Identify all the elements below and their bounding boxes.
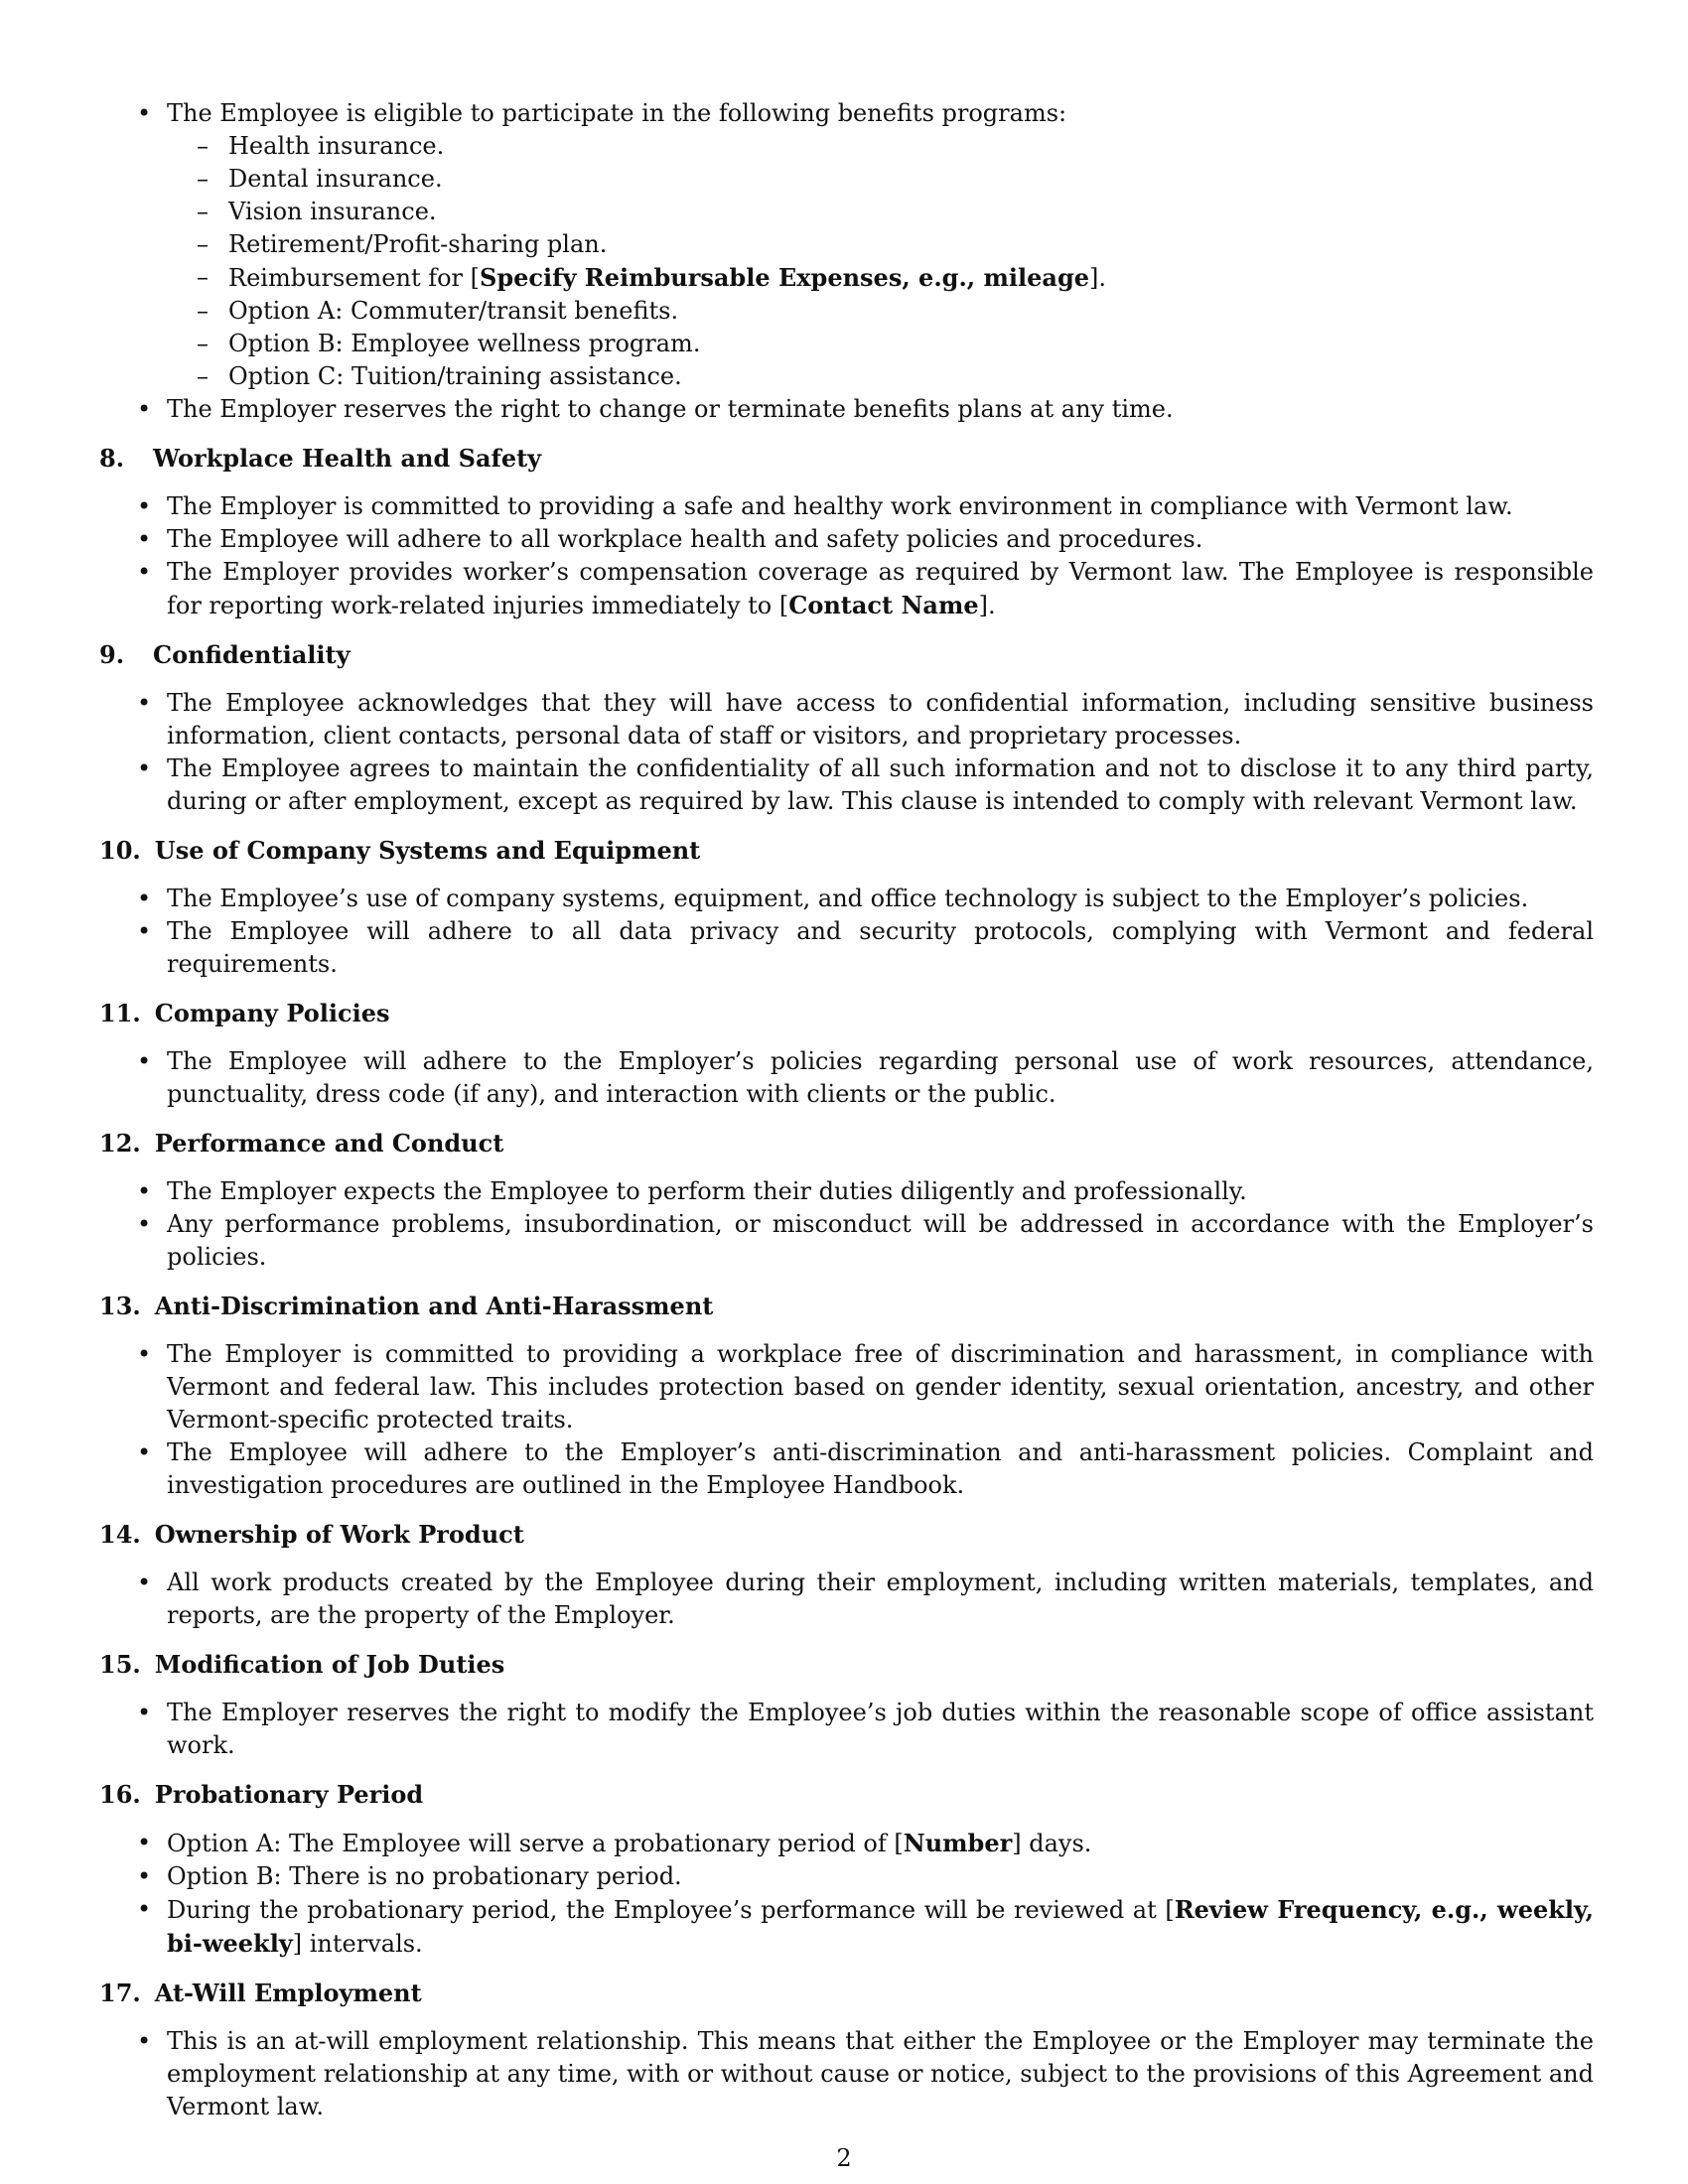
placeholder-field: Number bbox=[903, 1829, 1013, 1857]
section-bullet: • The Employer reserves the right to modify the Employee’s job duties within the reasonable scope of office assistant work. bbox=[99, 1697, 1594, 1762]
section-heading: 13. Anti-Discrimination and Anti-Harassment bbox=[99, 1292, 714, 1320]
section-bullet: • The Employer is committed to providing a workplace free of discrimination and harassment, in compliance with Vermont and federal law. This includes protection based on gender identity, sexual orientation, ancestry, and other Vermont-specific protected traits. bbox=[99, 1338, 1594, 1436]
placeholder-field: Specify Reimbursable Expenses, e.g., mileage bbox=[480, 263, 1090, 292]
section-9 bbox=[99, 638, 1594, 818]
section-heading: 10. Use of Company Systems and Equipment bbox=[99, 836, 701, 865]
benefits-change-clause: • The Employer reserves the right to change or terminate benefits plans at any time. bbox=[99, 393, 1594, 426]
section-bullet: • Option B: There is no probationary period. bbox=[99, 1860, 1594, 1893]
benefit-item: – Vision insurance. bbox=[99, 196, 1594, 228]
section-bullet: • The Employer is committed to providing a safe and healthy work environment in compliance with Vermont law. bbox=[99, 490, 1594, 523]
placeholder-field: Contact Name bbox=[788, 591, 979, 619]
section-17 bbox=[99, 1977, 1594, 2123]
section-10 bbox=[99, 834, 1594, 981]
section-heading: 12. Performance and Conduct bbox=[99, 1129, 504, 1158]
section-14 bbox=[99, 1518, 1594, 1632]
section-heading: 11. Company Policies bbox=[99, 999, 390, 1027]
benefit-option: – Option B: Employee wellness program. bbox=[99, 328, 1594, 360]
section-heading: 8. Workplace Health and Safety bbox=[99, 444, 542, 473]
section-8 bbox=[99, 442, 1594, 622]
benefits-intro: • The Employee is eligible to participate in the following benefits programs: bbox=[99, 97, 1594, 130]
section-bullet: • The Employee will adhere to the Employer’s anti-discrimination and anti-harassment policies. Complaint and investigation procedures are outlined in the Employee Handbook. bbox=[99, 1436, 1594, 1502]
benefit-option: – Option C: Tuition/training assistance. bbox=[99, 360, 1594, 393]
section-bullet: • The Employee’s use of company systems, equipment, and office technology is subject to the Employer’s policies. bbox=[99, 883, 1594, 915]
benefit-item: – Dental insurance. bbox=[99, 163, 1594, 196]
section-bullet: • The Employee will adhere to all workplace health and safety policies and procedures. bbox=[99, 523, 1594, 556]
section-bullet: • All work products created by the Employee during their employment, including written materials, templates, and reports, are the property of the Employer. bbox=[99, 1567, 1594, 1632]
section-bullet: • Any performance problems, insubordination, or misconduct will be addressed in accordance with the Employer’s policies. bbox=[99, 1208, 1594, 1274]
section-bullet: • The Employer expects the Employee to perform their duties diligently and professionally. bbox=[99, 1175, 1594, 1208]
section-heading: 16. Probationary Period bbox=[99, 1780, 424, 1809]
section-bullet: • The Employee agrees to maintain the confidentiality of all such information and not to disclose it to any third party, during or after employment, except as required by law. This clause is intended to comply with relevant Vermont law. bbox=[99, 752, 1594, 818]
benefit-item: – Retirement/Profit-sharing plan. bbox=[99, 228, 1594, 261]
section-heading: 14. Ownership of Work Product bbox=[99, 1520, 524, 1549]
section-12 bbox=[99, 1127, 1594, 1274]
placeholder-field: Review Frequency, e.g., weekly, bi-weekly bbox=[167, 1895, 1594, 1958]
benefit-item-reimbursement: – Reimbursement for [Specify Reimbursable Expenses, e.g., mileage]. bbox=[99, 261, 1594, 295]
benefit-item: – Health insurance. bbox=[99, 130, 1594, 163]
document-body bbox=[99, 97, 1594, 2123]
section-heading: 15. Modification of Job Duties bbox=[99, 1650, 505, 1679]
section-15 bbox=[99, 1648, 1594, 1762]
section-bullet: • The Employee will adhere to all data privacy and security protocols, complying with Vermont and federal requirements. bbox=[99, 915, 1594, 981]
section-16 bbox=[99, 1778, 1594, 1961]
section-bullet: • The Employee acknowledges that they will have access to confidential information, including sensitive business information, client contacts, personal data of staff or visitors, and proprietary processes. bbox=[99, 687, 1594, 752]
section-11 bbox=[99, 997, 1594, 1111]
benefits-list bbox=[99, 97, 1594, 426]
section-bullet: • This is an at-will employment relationship. This means that either the Employee or the Employer may terminate the employment relationship at any time, with or without cause or notice, subject to the provisions of this Agreement and Vermont law. bbox=[99, 2025, 1594, 2123]
section-bullet: • The Employee will adhere to the Employer’s policies regarding personal use of work resources, attendance, punctuality, dress code (if any), and interaction with clients or the public. bbox=[99, 1045, 1594, 1111]
benefit-option: – Option A: Commuter/transit benefits. bbox=[99, 295, 1594, 328]
section-13 bbox=[99, 1290, 1594, 1502]
section-bullet: • The Employer provides worker’s compensation coverage as required by Vermont law. The Employee is responsible for reporting work-related injuries immediately to [Contact Name]. bbox=[99, 556, 1594, 622]
section-heading: 17. At-Will Employment bbox=[99, 1979, 422, 2007]
page-number: 2 bbox=[836, 2144, 852, 2172]
section-heading: 9. Confidentiality bbox=[99, 640, 351, 669]
section-bullet: • During the probationary period, the Employee’s performance will be reviewed at [Review Frequency, e.g., weekly, bi-weekly] intervals. bbox=[99, 1893, 1594, 1961]
section-bullet: • Option A: The Employee will serve a probationary period of [Number] days. bbox=[99, 1827, 1594, 1860]
